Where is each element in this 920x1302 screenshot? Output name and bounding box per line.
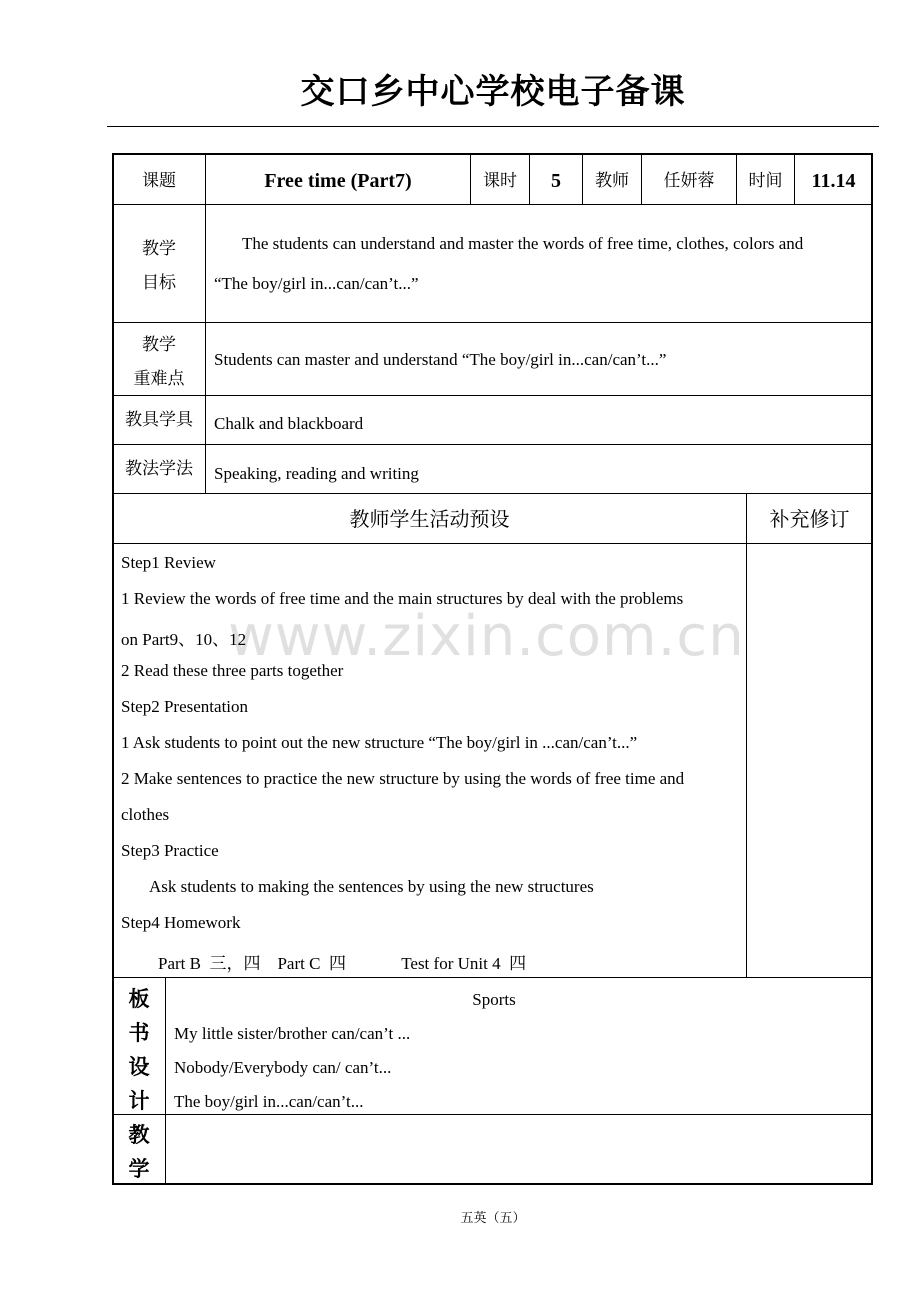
activity-line: Ask students to making the sentences by using the new structures — [149, 877, 594, 896]
activity-line: 1 Review the words of free time and the main structures by deal with the problems — [121, 589, 684, 608]
row-divider-tools — [113, 444, 872, 445]
board-line: My little sister/brother can/can’t ... — [174, 1024, 411, 1043]
page-title: 交口乡中心学校电子备课 — [300, 72, 686, 112]
keypoints-label-line1: 教学 — [142, 335, 176, 355]
topic-label: 课题 — [142, 171, 176, 191]
board-label-char: 书 — [128, 1021, 150, 1045]
objectives-label — [113, 232, 205, 300]
page-footer: 五英（五） — [460, 1211, 526, 1226]
activity-line: Step1 Review — [121, 553, 216, 572]
tools-text: Chalk and blackboard — [214, 414, 364, 433]
activity-line: Step3 Practice — [121, 841, 219, 860]
col-divider-activities — [746, 494, 747, 977]
activities-header: 教师学生活动预设 — [349, 506, 510, 531]
col-divider-label — [205, 154, 206, 494]
watermark: www.zixin.com.cn — [228, 604, 745, 669]
activity-line: Step2 Presentation — [121, 697, 249, 716]
revisions-header: 补充修订 — [769, 506, 850, 531]
row-divider-board — [113, 1114, 872, 1115]
row-divider-activities — [113, 977, 872, 978]
period-value: 5 — [551, 170, 561, 192]
objectives-label-line1: 教学 — [142, 239, 176, 259]
time-label: 时间 — [748, 171, 783, 191]
objectives-text-line1: The students can understand and master the words of free time, clothes, colors and — [242, 234, 804, 253]
keypoints-label-line2: 重难点 — [133, 369, 185, 389]
row-divider-keypoints — [113, 395, 872, 396]
reflection-label-char: 学 — [128, 1157, 150, 1181]
methods-label: 教法学法 — [125, 459, 193, 479]
activity-line: Step4 Homework — [121, 913, 241, 932]
teacher-label: 教师 — [595, 171, 629, 191]
time-value: 11.14 — [811, 170, 856, 192]
board-design-label — [114, 982, 164, 1118]
tools-label: 教具学具 — [125, 410, 193, 430]
activity-line: Part B 三，四 Part C 四 Test for Unit 4 四 — [158, 954, 527, 973]
board-label-char: 设 — [128, 1055, 150, 1079]
title-divider — [107, 126, 879, 127]
board-line: Nobody/Everybody can/ can’t... — [174, 1058, 392, 1077]
board-label-char: 计 — [128, 1089, 150, 1113]
activity-line: 1 Ask students to point out the new structure “The boy/girl in ...can/can’t...” — [121, 733, 638, 752]
reflection-label-char: 教 — [128, 1123, 150, 1147]
row-divider-activities-header — [113, 543, 872, 544]
objectives-label-line2: 目标 — [142, 273, 176, 293]
teacher-value: 任妍蓉 — [663, 171, 715, 191]
activity-line: 2 Make sentences to practice the new structure by using the words of free time and — [121, 769, 685, 788]
reflection-label — [114, 1118, 164, 1186]
methods-text: Speaking, reading and writing — [214, 464, 419, 483]
board-line: The boy/girl in...can/can’t... — [174, 1092, 364, 1111]
period-label: 课时 — [483, 171, 517, 191]
board-label-char: 板 — [128, 987, 150, 1011]
row-divider-header — [113, 204, 872, 205]
activity-line: clothes — [121, 805, 170, 824]
activity-line: 2 Read these three parts together — [121, 661, 344, 680]
row-divider-objectives — [113, 322, 872, 323]
topic-value: Free time (Part7) — [264, 170, 412, 192]
activity-line: on Part9、10、12 — [121, 630, 247, 649]
keypoints-label — [113, 328, 205, 396]
board-heading: Sports — [472, 990, 516, 1009]
objectives-text-line2: “The boy/girl in...can/can’t...” — [214, 274, 419, 293]
keypoints-text: Students can master and understand “The boy/girl in...can/can’t...” — [214, 350, 667, 369]
